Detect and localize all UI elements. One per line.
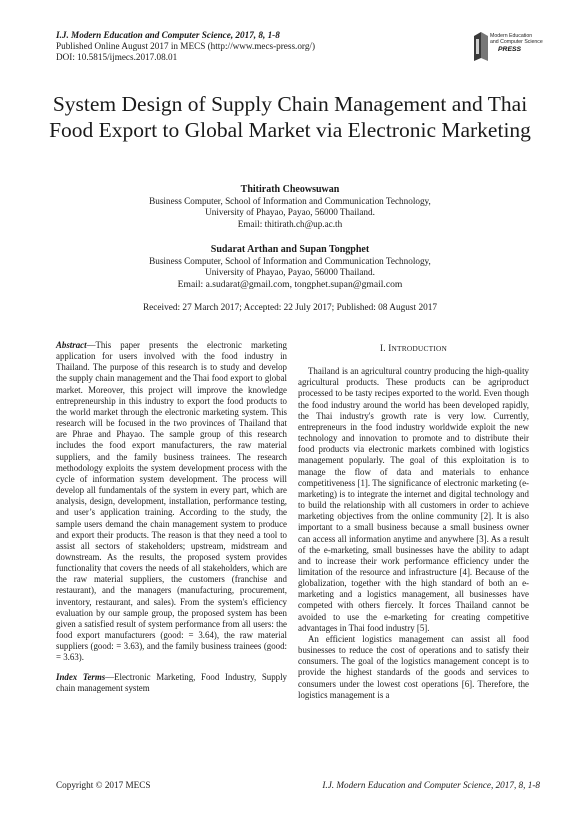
index-terms-text: —Electronic Marketing, Food Industry, Supply chain management system (56, 671, 287, 693)
abstract (56, 340, 287, 664)
author-university: University of Phayao, Payao, 56000 Thailand. (205, 207, 375, 218)
intro-paragraph: Thailand is an agricultural country producing the high-quality agricultural products. These products can be agriproduct processed to be tasty recipes exported to the world. Even though the food industry around the world has been developed rapidly, the Thai industry's growth rate is very low. Currently, entrepreneurs in the food industry worldwide exploit the new technology and innovation to promote and to distribute their food products via electronic markets combined with logistics management popularly. The goal of this exploitation is to manage the flow of data and materials to enhance competitiveness [1]. The significance of electronic marketing (e-marketing) is to integrate the internet and digital technology and to build the relationship with all customers in order to achieve marketing objectives from the online community [2]. It is also important to a small business because a small business owner can access all information anytime and anywhere [3]. As a result of the e-marketing, small businesses have the ability to adapt and to increase their work performance efficiency under the limitation of the resource and infrastructure [4]. Because of the globalization, together with the high standard of both an e-marketing and a logistics management, all businesses have competed with others fiercely. It forces Thailand cannot be avoided to use the e-marketing for creating competitive advantages in Thai food industry [5]. (298, 366, 529, 633)
received-dates: Received: 27 March 2017; Accepted: 22 July 2017; Published: 08 August 2017 (142, 303, 438, 313)
footer-copyright: Copyright © 2017 MECS (56, 780, 151, 790)
section-heading-introduction (298, 343, 529, 354)
logo-line1: Modern Education (490, 33, 533, 39)
index-terms (56, 672, 287, 694)
author-name: Sudarat Arthan and Supan Tongphet (210, 244, 370, 255)
mecs-press-logo (472, 27, 544, 63)
journal-header (56, 30, 315, 63)
right-column (298, 343, 529, 701)
author-email (60, 279, 520, 290)
logo-line2: and Computer Science (490, 39, 543, 45)
email-label: Email: (177, 278, 204, 290)
author-affiliation: Business Computer, School of Information and Communication Technology, (149, 196, 431, 206)
journal-citation: I.J. Modern Education and Computer Science, 2017, 8, 1-8 (56, 30, 280, 40)
author-block-1 (60, 183, 520, 230)
left-column (56, 340, 287, 694)
published-online-line: Published Online August 2017 in MECS (http://www.mecs-press.org/) (56, 41, 316, 51)
author-name: Thitirath Cheowsuwan (240, 184, 340, 195)
abstract-text: —This paper presents the electronic marketing application for users involved with the food industry in Thailand. The purpose of this research is to study and develop the supply chain management and the Thai food export to global market. Moreover, this project will improve the knowledge entrepreneurship in this industry to export the food products to the world market through the electronic marketing system. This research will be focused in the two provinces of Thailand that are Phrae and Phayao. The sample group of this research includes the food export manufacturers, the raw material suppliers, and the family business trainees. The research methodology exploits the system development process with the cycle of information system development. The process will develop all fundamentals of the system in every part, which are analysis, design, development, installation, performance testing, and user’s application training. According to the study, the sample users demand the chain management system to produce and export their products. The reason is that they need a tool to assist all sectors of stakeholders; upstream, midstream and downstream. As the results, the proposed system provides functionality that covers the needs of all stakeholders, which are the raw material suppliers, the customers (franchise and restaurant), and the managers (manufacturing, procurement, inventory, restaurant, and sales). From the system's efficiency evaluation by our sample group, the proposed system has been given a satisfied result of system performance from all users: the food export manufacturers (good: = 3.64), the raw material suppliers (good: = 3.63), and the family business trainees (good: = 3.63). (56, 340, 287, 663)
author-block-2 (60, 243, 520, 290)
index-terms-label: Index Terms (56, 671, 106, 682)
abstract-label: Abstract (56, 340, 87, 350)
section-title-rest: NTRODUCTION (391, 344, 448, 353)
section-numeral: I. (379, 343, 389, 353)
author-email: Email: thitirath.ch@up.ac.th (237, 218, 343, 229)
section-initial: I (388, 343, 392, 353)
author-affiliation: Business Computer, School of Information and Communication Technology, (149, 256, 431, 266)
logo-press: PRESS (498, 46, 522, 53)
doi-line: DOI: 10.5815/ijmecs.2017.08.01 (56, 52, 178, 62)
email-addresses: a.sudarat@gmail.com, tongphet.supan@gmail.com (205, 278, 403, 290)
paper-title: System Design of Supply Chain Management and Thai Food Export to Global Market via Electronic Marketing (49, 92, 531, 142)
footer-journal: I.J. Modern Education and Computer Science, 2017, 8, 1-8 (322, 780, 540, 790)
intro-paragraph: An efficient logistics management can assist all food businesses to reduce the cost of operations and to satisfy their consumers. The goal of the logistics management concept is to provide the highest standards of the goods and services to consumers under the lowest cost operations [6]. Therefore, the logistics management is a (298, 633, 529, 700)
author-university: University of Phayao, Payao, 56000 Thailand. (205, 267, 375, 278)
